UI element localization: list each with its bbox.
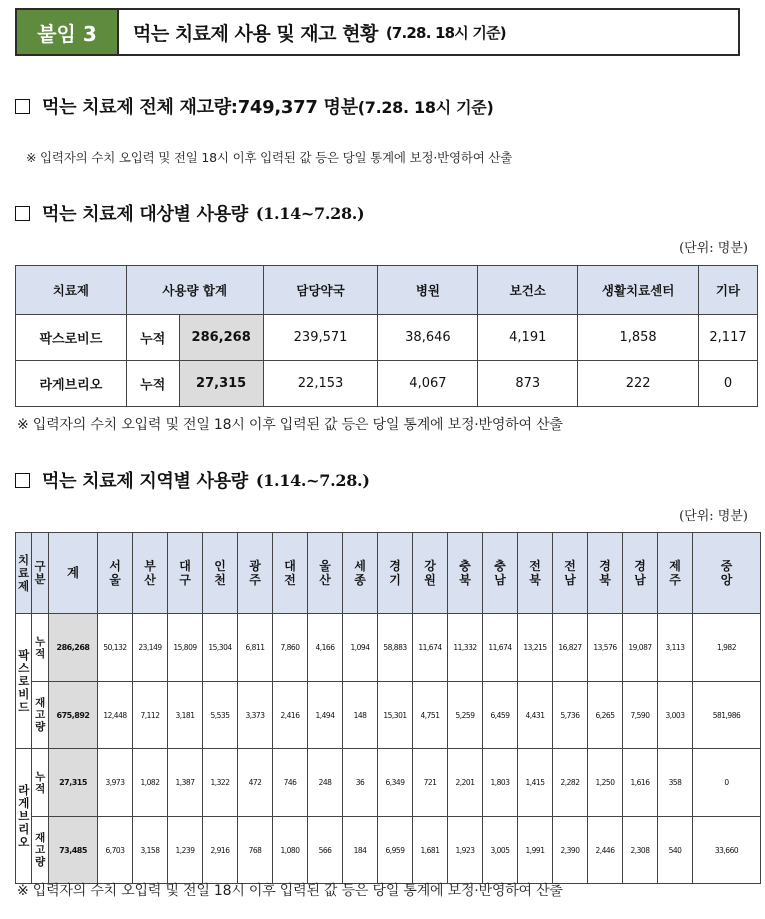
col-header-drug: 치 료 제 [16,533,32,614]
drug-name: 팍 스 로 비 드 [16,614,32,749]
table-cell: 1,803 [483,749,518,817]
table-cell: 23,149 [133,614,168,682]
col-header-region: 광 주 [238,533,273,614]
table-header-row [16,266,758,315]
table-cell: 2,308 [623,817,658,884]
section-usage-by-target-date: (1.14~7.28.) [255,203,365,223]
col-header-region: 서 울 [98,533,133,614]
table-cell: 11,674 [413,614,448,682]
col-header-region: 강 원 [413,533,448,614]
table-cell: 19,087 [623,614,658,682]
table-cell: 11,332 [448,614,483,682]
table-cell: 5,259 [448,682,483,749]
table-cell: 1,094 [343,614,378,682]
table-cell: 3,973 [98,749,133,817]
col-header: 기타 [699,266,758,315]
section3-note: ※ 입력자의 수치 오입력 및 전일 18시 이후 입력된 값 등은 당일 통계에 보정·반영하여 산출 [17,883,563,899]
col-header-region: 인 천 [203,533,238,614]
table-cell: 358 [658,749,693,817]
page-title [119,10,738,54]
col-header-region: 중 앙 [693,533,761,614]
col-header-region: 세 종 [343,533,378,614]
table-cell: 1,387 [168,749,203,817]
section-usage-by-region-date: (1.14.~7.28.) [255,470,370,490]
table-cell: 6,703 [98,817,133,884]
table-cell: 22,153 [263,361,378,407]
table-cell: 1,415 [518,749,553,817]
col-header-region: 전 남 [553,533,588,614]
section-usage-by-target-heading [15,200,364,226]
col-header: 생활치료센터 [578,266,699,315]
total-cell: 286,268 [179,315,263,361]
table-cell: 58,883 [378,614,413,682]
table-cell: 6,811 [238,614,273,682]
usage-by-target-table [15,265,758,407]
table-cell: 6,459 [483,682,518,749]
table-cell: 184 [343,817,378,884]
table-cell: 873 [478,361,578,407]
col-header-region: 대 구 [168,533,203,614]
checkbox-square-icon [15,473,30,488]
section-total-stock-label: 먹는 치료제 전체 재고량: [42,97,238,118]
table-cell: 1,991 [518,817,553,884]
table-cell: 5,535 [203,682,238,749]
col-header-region: 경 남 [623,533,658,614]
row-label: 누적 [126,361,179,407]
table-header-row [16,533,761,614]
col-header-region: 제 주 [658,533,693,614]
col-header-region: 부 산 [133,533,168,614]
table-cell: 746 [273,749,308,817]
table-cell: 472 [238,749,273,817]
col-header-region: 전 북 [518,533,553,614]
table-cell: 540 [658,817,693,884]
table-cell: 50,132 [98,614,133,682]
col-header-total: 계 [49,533,98,614]
table-cell: 7,590 [623,682,658,749]
table-row [16,682,761,749]
table-cell: 33,660 [693,817,761,884]
table-cell: 6,959 [378,817,413,884]
section-total-stock-heading [15,93,493,119]
table-cell: 2,282 [553,749,588,817]
table-cell: 1,322 [203,749,238,817]
total-cell: 286,268 [49,614,98,682]
table-cell: 222 [578,361,699,407]
total-cell: 27,315 [49,749,98,817]
section-usage-by-region-heading [15,467,370,493]
drug-name: 라 게 브 리 오 [16,749,32,884]
table-cell: 721 [413,749,448,817]
table-row [16,749,761,817]
table-cell: 2,446 [588,817,623,884]
total-cell: 675,892 [49,682,98,749]
row-label: 누적 [126,315,179,361]
total-cell: 73,485 [49,817,98,884]
table-cell: 0 [693,749,761,817]
usage-by-region-table [15,532,761,884]
table-cell: 11,674 [483,614,518,682]
table-cell: 2,201 [448,749,483,817]
table-cell: 1,923 [448,817,483,884]
section-usage-by-target-label: 먹는 치료제 대상별 사용량 [42,204,248,225]
table-cell: 1,250 [588,749,623,817]
table-cell: 2,416 [273,682,308,749]
section2-note: ※ 입력자의 수치 오입력 및 전일 18시 이후 입력된 값 등은 당일 통계에 보정·반영하여 산출 [17,417,563,433]
drug-name: 라게브리오 [16,361,127,407]
table-cell: 1,982 [693,614,761,682]
table-row [16,817,761,884]
row-type: 누 적 [32,749,49,817]
table-row [16,315,758,361]
table-cell: 15,809 [168,614,203,682]
table-cell: 5,736 [553,682,588,749]
section-total-stock-date: (7.28. 18시 기준) [357,97,494,117]
table-cell: 4,191 [478,315,578,361]
table-cell: 1,494 [308,682,343,749]
table-cell: 7,860 [273,614,308,682]
col-header: 보건소 [478,266,578,315]
unit-label-2: (단위: 명분) [679,509,748,524]
table-cell: 0 [699,361,758,407]
col-header: 사용량 합계 [126,266,263,315]
table-row [16,361,758,407]
table-cell: 12,448 [98,682,133,749]
table-cell: 4,431 [518,682,553,749]
col-header: 치료제 [16,266,127,315]
page-title-date: (7.28. 18시 기준) [385,23,506,42]
col-header-region: 충 남 [483,533,518,614]
table-cell: 13,576 [588,614,623,682]
table-cell: 38,646 [378,315,478,361]
table-cell: 7,112 [133,682,168,749]
table-cell: 36 [343,749,378,817]
table-cell: 15,304 [203,614,238,682]
table-cell: 3,158 [133,817,168,884]
table-cell: 4,067 [378,361,478,407]
col-header-type: 구 분 [32,533,49,614]
attachment-tag: 붙임 3 [17,10,119,54]
total-cell: 27,315 [179,361,263,407]
table-cell: 3,003 [658,682,693,749]
table-cell: 15,301 [378,682,413,749]
table-cell: 1,681 [413,817,448,884]
table-row [16,614,761,682]
col-header-region: 울 산 [308,533,343,614]
col-header-region: 경 북 [588,533,623,614]
table-cell: 1,616 [623,749,658,817]
table-cell: 2,117 [699,315,758,361]
table-cell: 1,858 [578,315,699,361]
table-cell: 1,080 [273,817,308,884]
section-usage-by-region-label: 먹는 치료제 지역별 사용량 [42,471,248,492]
table-cell: 581,986 [693,682,761,749]
table-cell: 4,751 [413,682,448,749]
col-header: 병원 [378,266,478,315]
table-cell: 2,390 [553,817,588,884]
table-cell: 768 [238,817,273,884]
row-type: 재 고 량 [32,817,49,884]
table-cell: 566 [308,817,343,884]
table-cell: 3,113 [658,614,693,682]
table-cell: 148 [343,682,378,749]
checkbox-square-icon [15,206,30,221]
col-header: 담당약국 [263,266,378,315]
table-cell: 3,373 [238,682,273,749]
table-cell: 2,916 [203,817,238,884]
section-total-stock-value: 749,377 명분 [237,97,358,118]
page-title-text: 먹는 치료제 사용 및 재고 현황 [133,22,378,45]
drug-name: 팍스로비드 [16,315,127,361]
table-cell: 239,571 [263,315,378,361]
col-header-region: 대 전 [273,533,308,614]
table-cell: 16,827 [553,614,588,682]
table-cell: 248 [308,749,343,817]
table-cell: 3,005 [483,817,518,884]
unit-label-1: (단위: 명분) [679,241,748,256]
row-type: 재 고 량 [32,682,49,749]
table-cell: 6,265 [588,682,623,749]
table-cell: 1,239 [168,817,203,884]
table-cell: 4,166 [308,614,343,682]
table-cell: 13,215 [518,614,553,682]
row-type: 누 적 [32,614,49,682]
table-cell: 1,082 [133,749,168,817]
col-header-region: 충 북 [448,533,483,614]
table-cell: 6,349 [378,749,413,817]
title-box [15,8,740,56]
checkbox-square-icon [15,99,30,114]
section1-note: ※ 입력자의 수치 오입력 및 전일 18시 이후 입력된 값 등은 당일 통계에 보정·반영하여 산출 [26,150,513,165]
col-header-region: 경 기 [378,533,413,614]
table-cell: 3,181 [168,682,203,749]
